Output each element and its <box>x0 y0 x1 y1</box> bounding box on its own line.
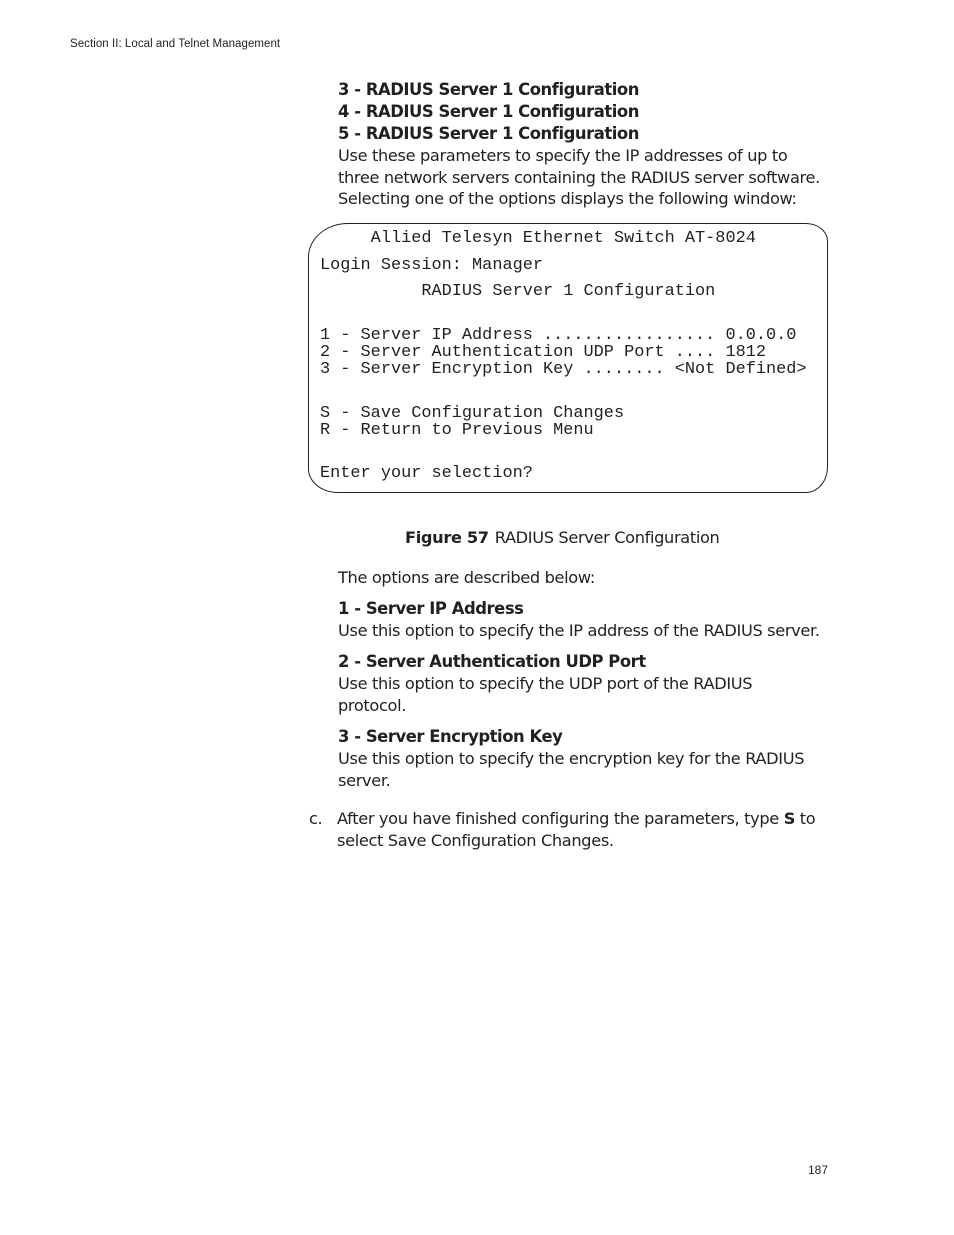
description-title-udp-port: 2 - Server Authentication UDP Port <box>338 652 646 671</box>
terminal-option-encryption-key: 3 - Server Encryption Key ........ <Not Defined> <box>320 360 807 379</box>
description-body-encryption-key <box>338 748 828 791</box>
save-key: S <box>783 809 795 828</box>
step-line-2: select Save Configuration Changes. <box>337 830 614 850</box>
terminal-option-udp-port: 2 - Server Authentication UDP Port .... 1812 <box>320 343 766 362</box>
step-line-1 <box>337 808 837 830</box>
intro-paragraph <box>338 145 828 210</box>
terminal-prompt: Enter your selection? <box>320 464 533 483</box>
terminal-option-server-ip: 1 - Server IP Address ................. 0.0.0.0 <box>320 326 797 345</box>
description-body-udp-port <box>338 673 828 716</box>
figure-caption <box>405 527 719 549</box>
terminal-title: RADIUS Server 1 Configuration <box>320 282 716 301</box>
figure-caption-text: RADIUS Server Configuration <box>494 528 720 547</box>
step-line-1-end: to <box>795 809 816 828</box>
terminal-session: Login Session: Manager <box>320 256 543 275</box>
terminal-action-save: S - Save Configuration Changes <box>320 404 625 423</box>
terminal-banner: Allied Telesyn Ethernet Switch AT-8024 <box>320 229 756 248</box>
figure-label: Figure 57 <box>405 528 489 547</box>
intro-line: Selecting one of the options displays the following window: <box>338 189 797 208</box>
running-header: Section II: Local and Telnet Management <box>70 38 281 50</box>
description-title-server-ip: 1 - Server IP Address <box>338 599 524 618</box>
page-number: 187 <box>808 1163 829 1177</box>
option-heading-3: 3 - RADIUS Server 1 Configuration <box>338 80 639 99</box>
option-heading-4: 4 - RADIUS Server 1 Configuration <box>338 102 639 121</box>
description-title-encryption-key: 3 - Server Encryption Key <box>338 727 563 746</box>
option-heading-5: 5 - RADIUS Server 1 Configuration <box>338 124 639 143</box>
description-line: Use this option to specify the IP address of the RADIUS server. <box>338 621 820 640</box>
description-line: Use this option to specify the encryption key for the RADIUS <box>338 749 805 768</box>
description-body-server-ip <box>338 620 828 642</box>
step-text <box>337 808 837 851</box>
descriptions-lead: The options are described below: <box>338 568 595 587</box>
intro-line: Use these parameters to specify the IP addresses of up to <box>338 146 788 165</box>
step-line-1-start: After you have finished configuring the parameters, type <box>337 809 784 828</box>
intro-line: three network servers containing the RADIUS server software. <box>338 167 820 187</box>
description-line: protocol. <box>338 695 407 715</box>
terminal-action-return: R - Return to Previous Menu <box>320 421 594 440</box>
description-line: server. <box>338 770 391 790</box>
description-line: Use this option to specify the UDP port of the RADIUS <box>338 674 753 693</box>
step-marker: c. <box>309 809 323 828</box>
